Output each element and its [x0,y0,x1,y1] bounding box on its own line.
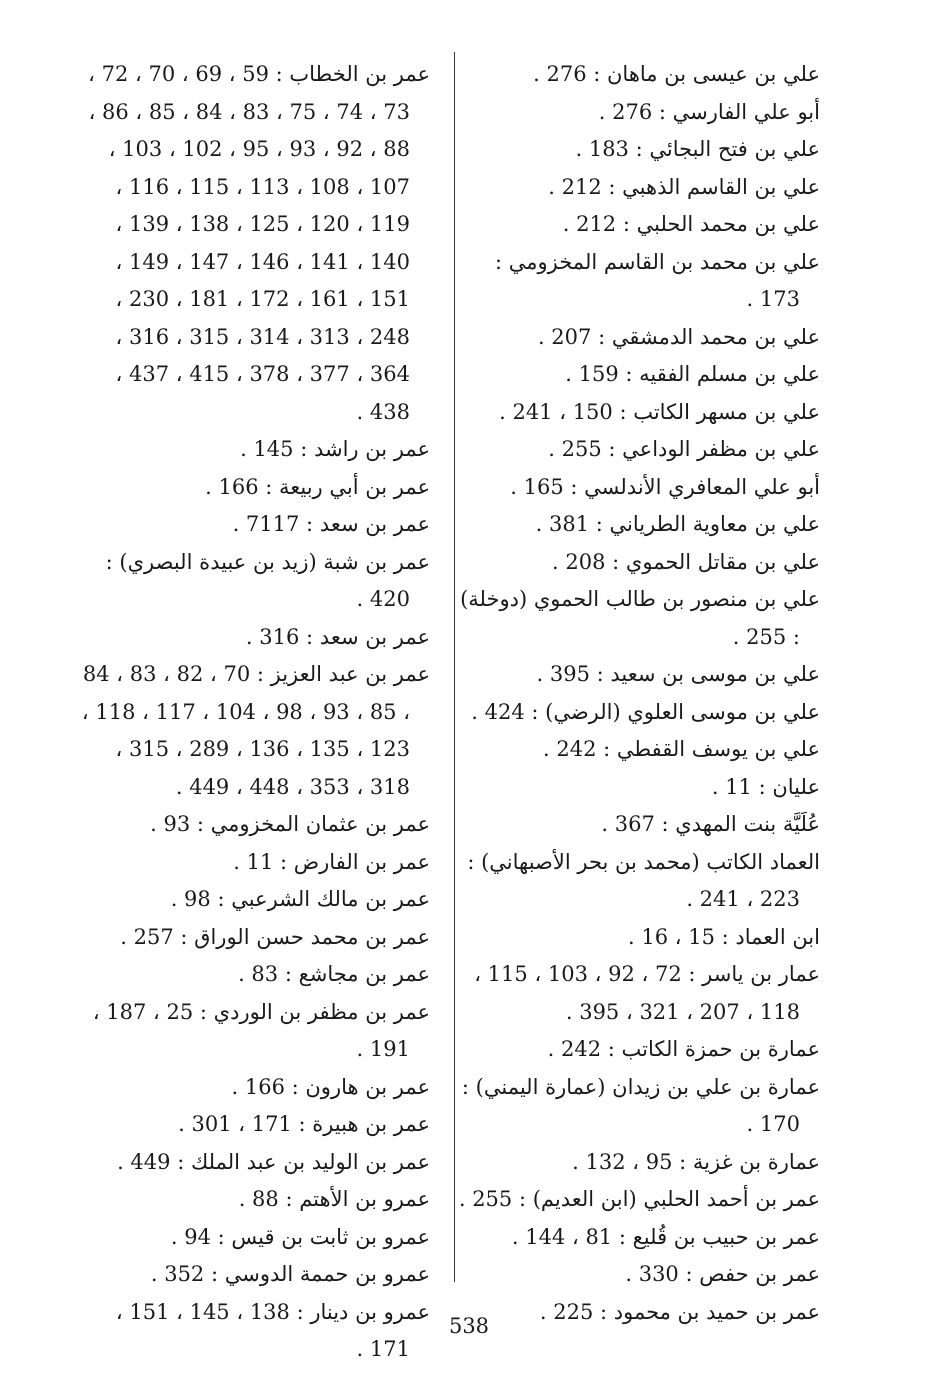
index-entry: عمارة بن غزية : 95 ، 132 . [572,1149,820,1174]
index-entry: علي بن محمد بن القاسم المخزومي : 173 . [495,249,820,311]
index-entry: عمر بن مظفر بن الوردي : 25 ، 187 ، 191 . [92,999,430,1061]
index-entry: علي بن محمد الدمشقي : 207 . [537,324,820,349]
index-entry: العماد الكاتب (محمد بن بحر الأصبهاني) : 223 ، 241 . [467,849,820,911]
index-entry: عمارة بن علي بن زيدان (عمارة اليمني) : 170 . [461,1074,820,1136]
index-entry: علي بن مسلم الفقيه : 159 . [565,362,820,386]
index-entry: علي بن موسى العلوي (الرضي) : 424 . [471,699,820,724]
index-entry: عمر بن عثمان المخزومي : 93 . [150,812,430,836]
index-entry: عمر بن شبة (زيد بن عبيدة البصري) : 420 . [105,549,430,611]
column-divider [454,52,455,1282]
index-entry: عمرو بن حممة الدوسي : 352 . [150,1262,430,1286]
index-entry: علي بن مسهر الكاتب : 150 ، 241 . [499,399,820,424]
index-column-left [80,56,430,1369]
index-entry: عمر بن هبيرة : 171 ، 301 . [178,1112,430,1136]
index-entry: عُلَيَّة بنت المهدي : 367 . [601,812,820,836]
index-entry: علي بن القاسم الذهبي : 212 . [548,174,820,199]
index-entry: علي بن عيسى بن ماهان : 276 . [533,62,820,86]
index-entry: علي بن مظفر الوداعي : 255 . [548,437,820,461]
page-number: 538 [448,1314,490,1338]
index-entry: عمر بن حبيب بن قُليع : 81 ، 144 . [511,1224,820,1249]
index-entry: عمر بن راشد : 145 . [240,437,430,461]
index-entry: عمرو بن دينار : 138 ، 145 ، 151 ، 171 . [115,1299,430,1361]
index-entry: أبو علي المعافري الأندلسي : 165 . [510,474,820,499]
index-entry: عليان : 11 . [711,774,820,799]
index-entry: علي بن معاوية الطرياني : 381 . [535,512,820,536]
index-entry: ابن العماد : 15 ، 16 . [628,924,820,949]
index-entry: عمارة بن حمزة الكاتب : 242 . [547,1037,820,1061]
index-entry: أبو علي الفارسي : 276 . [598,99,820,124]
index-entry: عمار بن ياسر : 72 ، 92 ، 103 ، 115 ، 118 ، 207 ، 321 ، 395 . [474,962,820,1024]
index-entry: عمر بن الفارض : 11 . [233,849,430,874]
index-entry: عمر بن حميد بن محمود : 225 . [539,1299,820,1324]
index-entry: علي بن محمد الحلبي : 212 . [562,212,820,236]
index-entry: عمر بن عبد العزيز : 70 ، 82 ، 83 ، 84 ، 85 ، 93 ، 98 ، 104 ، 117 ، 118 ، 123 ، 135 ، 136 ، 289 ، 315 ، 318 ، 353 ، 448 ، 449 . [81,662,430,799]
index-entry: عمر بن أبي ربيعة : 166 . [205,474,430,499]
index-entry: علي بن مقاتل الحموي : 208 . [552,549,820,574]
index-entry: علي بن موسى بن سعيد : 395 . [536,662,820,686]
index-entry: عمر بن مجاشع : 83 . [238,962,430,986]
index-entry: عمرو بن ثابت بن قيس : 94 . [170,1224,430,1249]
index-entry: علي بن يوسف القفطي : 242 . [543,737,820,761]
index-entry: علي بن منصور بن طالب الحموي (دوخلة) : 255 . [460,587,820,649]
index-entry: عمرو بن الأهتم : 88 . [238,1187,430,1211]
index-entry: عمر بن مالك الشرعبي : 98 . [170,887,430,911]
index-entry: عمر بن سعد : 316 . [245,624,430,649]
index-entry: عمر بن أحمد الحلبي (ابن العديم) : 255 . [458,1187,820,1211]
index-entry: علي بن فتح البجائي : 183 . [575,137,820,161]
index-column-right [458,56,820,1331]
index-entry: عمر بن الوليد بن عبد الملك : 449 . [117,1149,430,1174]
index-entry: عمر بن حفص : 330 . [625,1262,820,1286]
index-entry: عمر بن الخطاب : 59 ، 69 ، 70 ، 72 ، 73 ، 74 ، 75 ، 83 ، 84 ، 85 ، 86 ، 88 ، 92 ، 93 ، 95 ، 102 ، 103 ، 107 ، 108 ، 113 ، 115 ، 116 ، 119 ، 120 ، 125 ، 138 ، 139 ، 140 ، 141 ، 146 ، 147 ، 149 ، 151 ، 161 ، 172 ، 181 ، 230 ، 248 ، 313 ، 314 ، 315 ، 316 ، 364 ، 377 ، 378 ، 415 ، 437 ، 438 . [88,62,430,424]
index-entry: عمر بن هارون : 166 . [231,1074,430,1099]
index-entry: عمر بن محمد حسن الوراق : 257 . [120,924,430,949]
index-entry: عمر بن سعد : 7117 . [232,512,430,536]
